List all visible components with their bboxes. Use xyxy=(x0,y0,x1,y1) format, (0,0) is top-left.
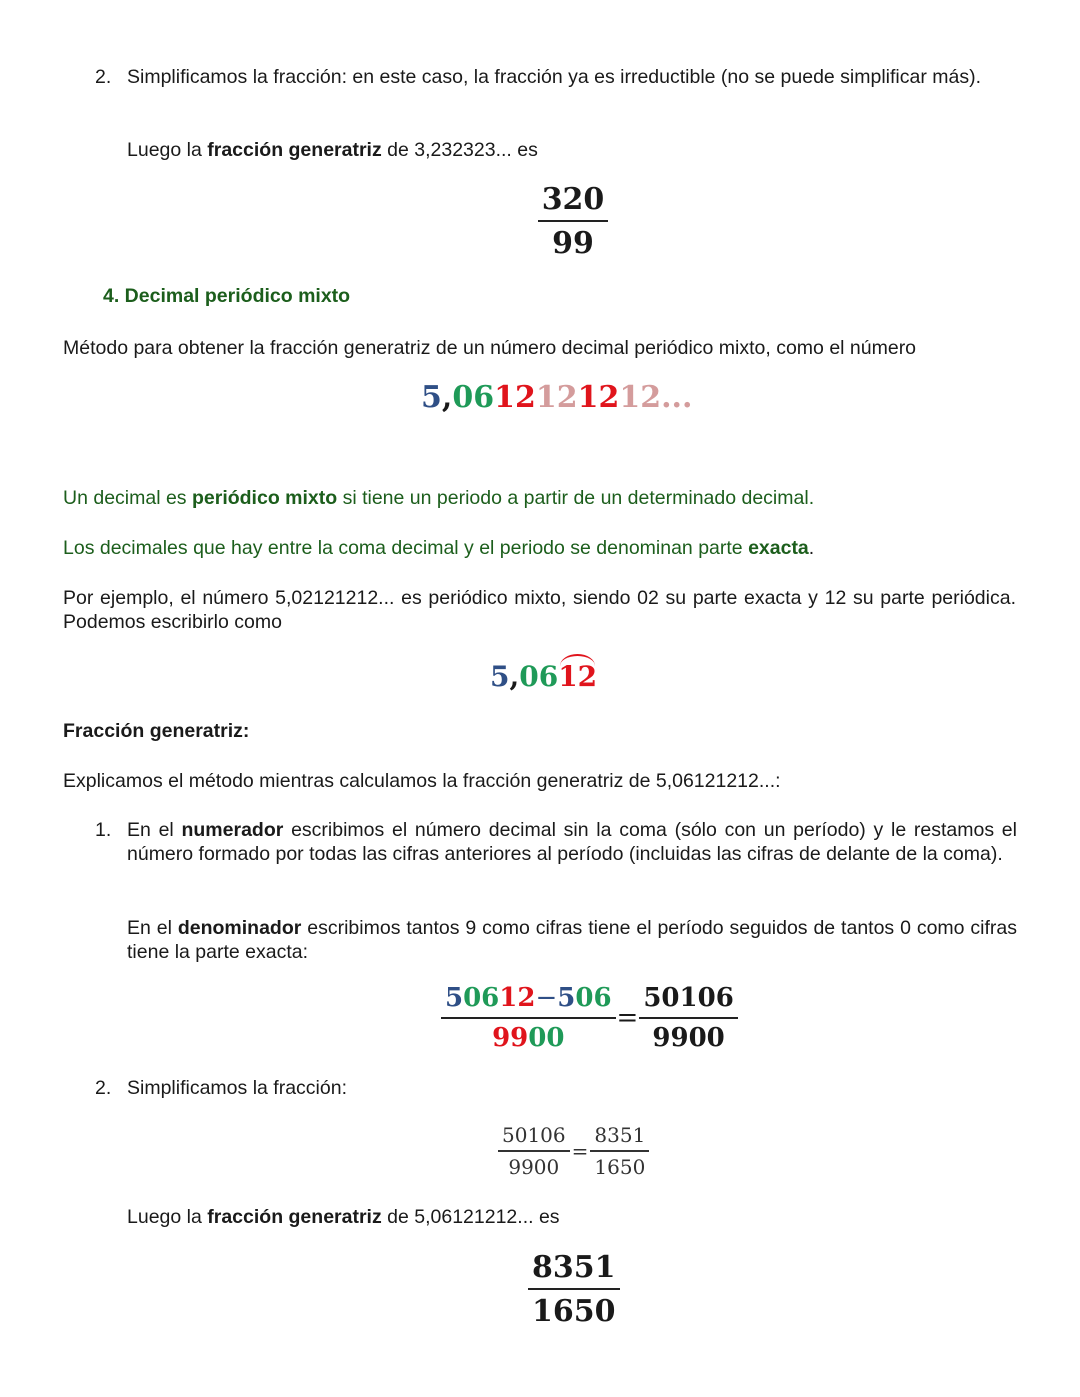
result-sentence xyxy=(127,138,1017,162)
text: de 3,232323... es xyxy=(381,139,538,161)
list-number: 2. xyxy=(95,1077,112,1099)
fraction-bar xyxy=(528,1288,620,1290)
step-text: Simplificamos la fracción: en este caso, la fracción ya es irreductible (no se puede simplificar más). xyxy=(127,66,982,88)
numerator: 50106 xyxy=(502,1123,566,1147)
comma: , xyxy=(441,380,453,415)
bold-term: fracción generatriz xyxy=(207,139,382,161)
section-heading: 4. Decimal periódico mixto xyxy=(103,285,351,307)
text: Luego la xyxy=(127,1206,208,1228)
numerator: 8351 xyxy=(594,1123,646,1147)
exact-part: 06 xyxy=(519,660,559,693)
comma: , xyxy=(509,660,520,693)
text: Un decimal es xyxy=(63,487,192,509)
list-number: 2. xyxy=(95,66,112,88)
equation-numerator-denominator xyxy=(441,982,738,1054)
bold-term: numerador xyxy=(181,819,284,841)
equals-sign: = xyxy=(571,1138,589,1163)
numerator: 320 xyxy=(541,182,605,217)
denominator: 1650 xyxy=(532,1294,616,1329)
bold-term: exacta xyxy=(748,537,809,559)
definition-text xyxy=(63,486,1023,510)
right-fraction xyxy=(590,1123,649,1179)
text: . xyxy=(808,537,815,559)
intro-text: Método para obtener la fracción generatriz de un número decimal periódico mixto, como el número xyxy=(63,337,917,359)
left-fraction xyxy=(498,1123,570,1179)
colored-fraction xyxy=(441,982,616,1054)
step1-text xyxy=(127,818,1017,866)
text: de 5,06121212... es xyxy=(381,1206,560,1228)
text: En el xyxy=(127,819,182,841)
periodic-notation-number xyxy=(490,660,597,694)
bold-term: fracción generatriz xyxy=(207,1206,382,1228)
text: Luego la xyxy=(127,139,208,161)
text: En el xyxy=(127,917,178,939)
colored-decimal-number xyxy=(421,380,692,416)
integer-part: 5 xyxy=(490,660,510,693)
fraction-bar xyxy=(639,1017,737,1019)
denominator: 1650 xyxy=(594,1154,646,1179)
fraction-heading: Fracción generatriz: xyxy=(63,720,250,742)
step1-denominator-text xyxy=(127,916,1017,964)
list-number: 1. xyxy=(95,819,112,841)
integer-part: 5 xyxy=(421,380,442,415)
denominator: 9900 xyxy=(508,1154,560,1179)
ellipsis: ... xyxy=(661,380,693,415)
step2-text: Simplificamos la fracción: xyxy=(127,1077,347,1099)
fraction-bar xyxy=(441,1017,616,1019)
exact-part-text xyxy=(63,536,1023,560)
numerator: 50612−506 xyxy=(445,983,612,1013)
denominator: 9900 xyxy=(652,1023,725,1053)
result-fraction xyxy=(639,982,737,1054)
period-part: 12 xyxy=(619,380,662,415)
period-part: 12 xyxy=(494,380,536,415)
exact-part: 06 xyxy=(452,380,495,415)
text: si tiene un periodo a partir de un determinado decimal. xyxy=(337,487,815,509)
text: Los decimales que hay entre la coma decimal y el periodo se denominan parte xyxy=(63,537,749,559)
fraction-bar xyxy=(538,220,608,222)
result-fraction-320-99 xyxy=(538,182,608,262)
equals-sign: = xyxy=(616,1003,639,1033)
denominator: 99 xyxy=(552,226,594,261)
fraction-bar xyxy=(498,1150,570,1152)
period-part: 12 xyxy=(535,380,578,415)
example-text: Por ejemplo, el número 5,02121212... es periódico mixto, siendo 02 su parte exacta y 12 su parte periódica. Podemos escribirlo como xyxy=(63,587,1016,633)
text: escribimos tantos 9 como cifras tiene el período seguidos de tantos 0 como cifras tiene la parte exacta: xyxy=(127,917,1017,963)
text: escribimos el número decimal sin la coma (sólo con un período) y le restamos el número formado por todas las cifras anteriores al período (incluidas las cifras de delante de la coma). xyxy=(127,819,1017,865)
period-arc: 12 xyxy=(558,660,598,693)
result-fraction-8351-1650 xyxy=(528,1250,620,1330)
method-intro: Explicamos el método mientras calculamos la fracción generatriz de 5,06121212...: xyxy=(63,770,781,792)
numerator: 50106 xyxy=(643,983,734,1013)
simplification-equation xyxy=(498,1123,649,1179)
fraction-bar xyxy=(590,1150,649,1152)
result-sentence xyxy=(127,1205,560,1229)
denominator: 9900 xyxy=(492,1023,565,1053)
period-part: 12 xyxy=(577,380,620,415)
bold-term: denominador xyxy=(177,917,302,939)
bold-term: periódico mixto xyxy=(191,487,338,509)
numerator: 8351 xyxy=(532,1250,616,1285)
